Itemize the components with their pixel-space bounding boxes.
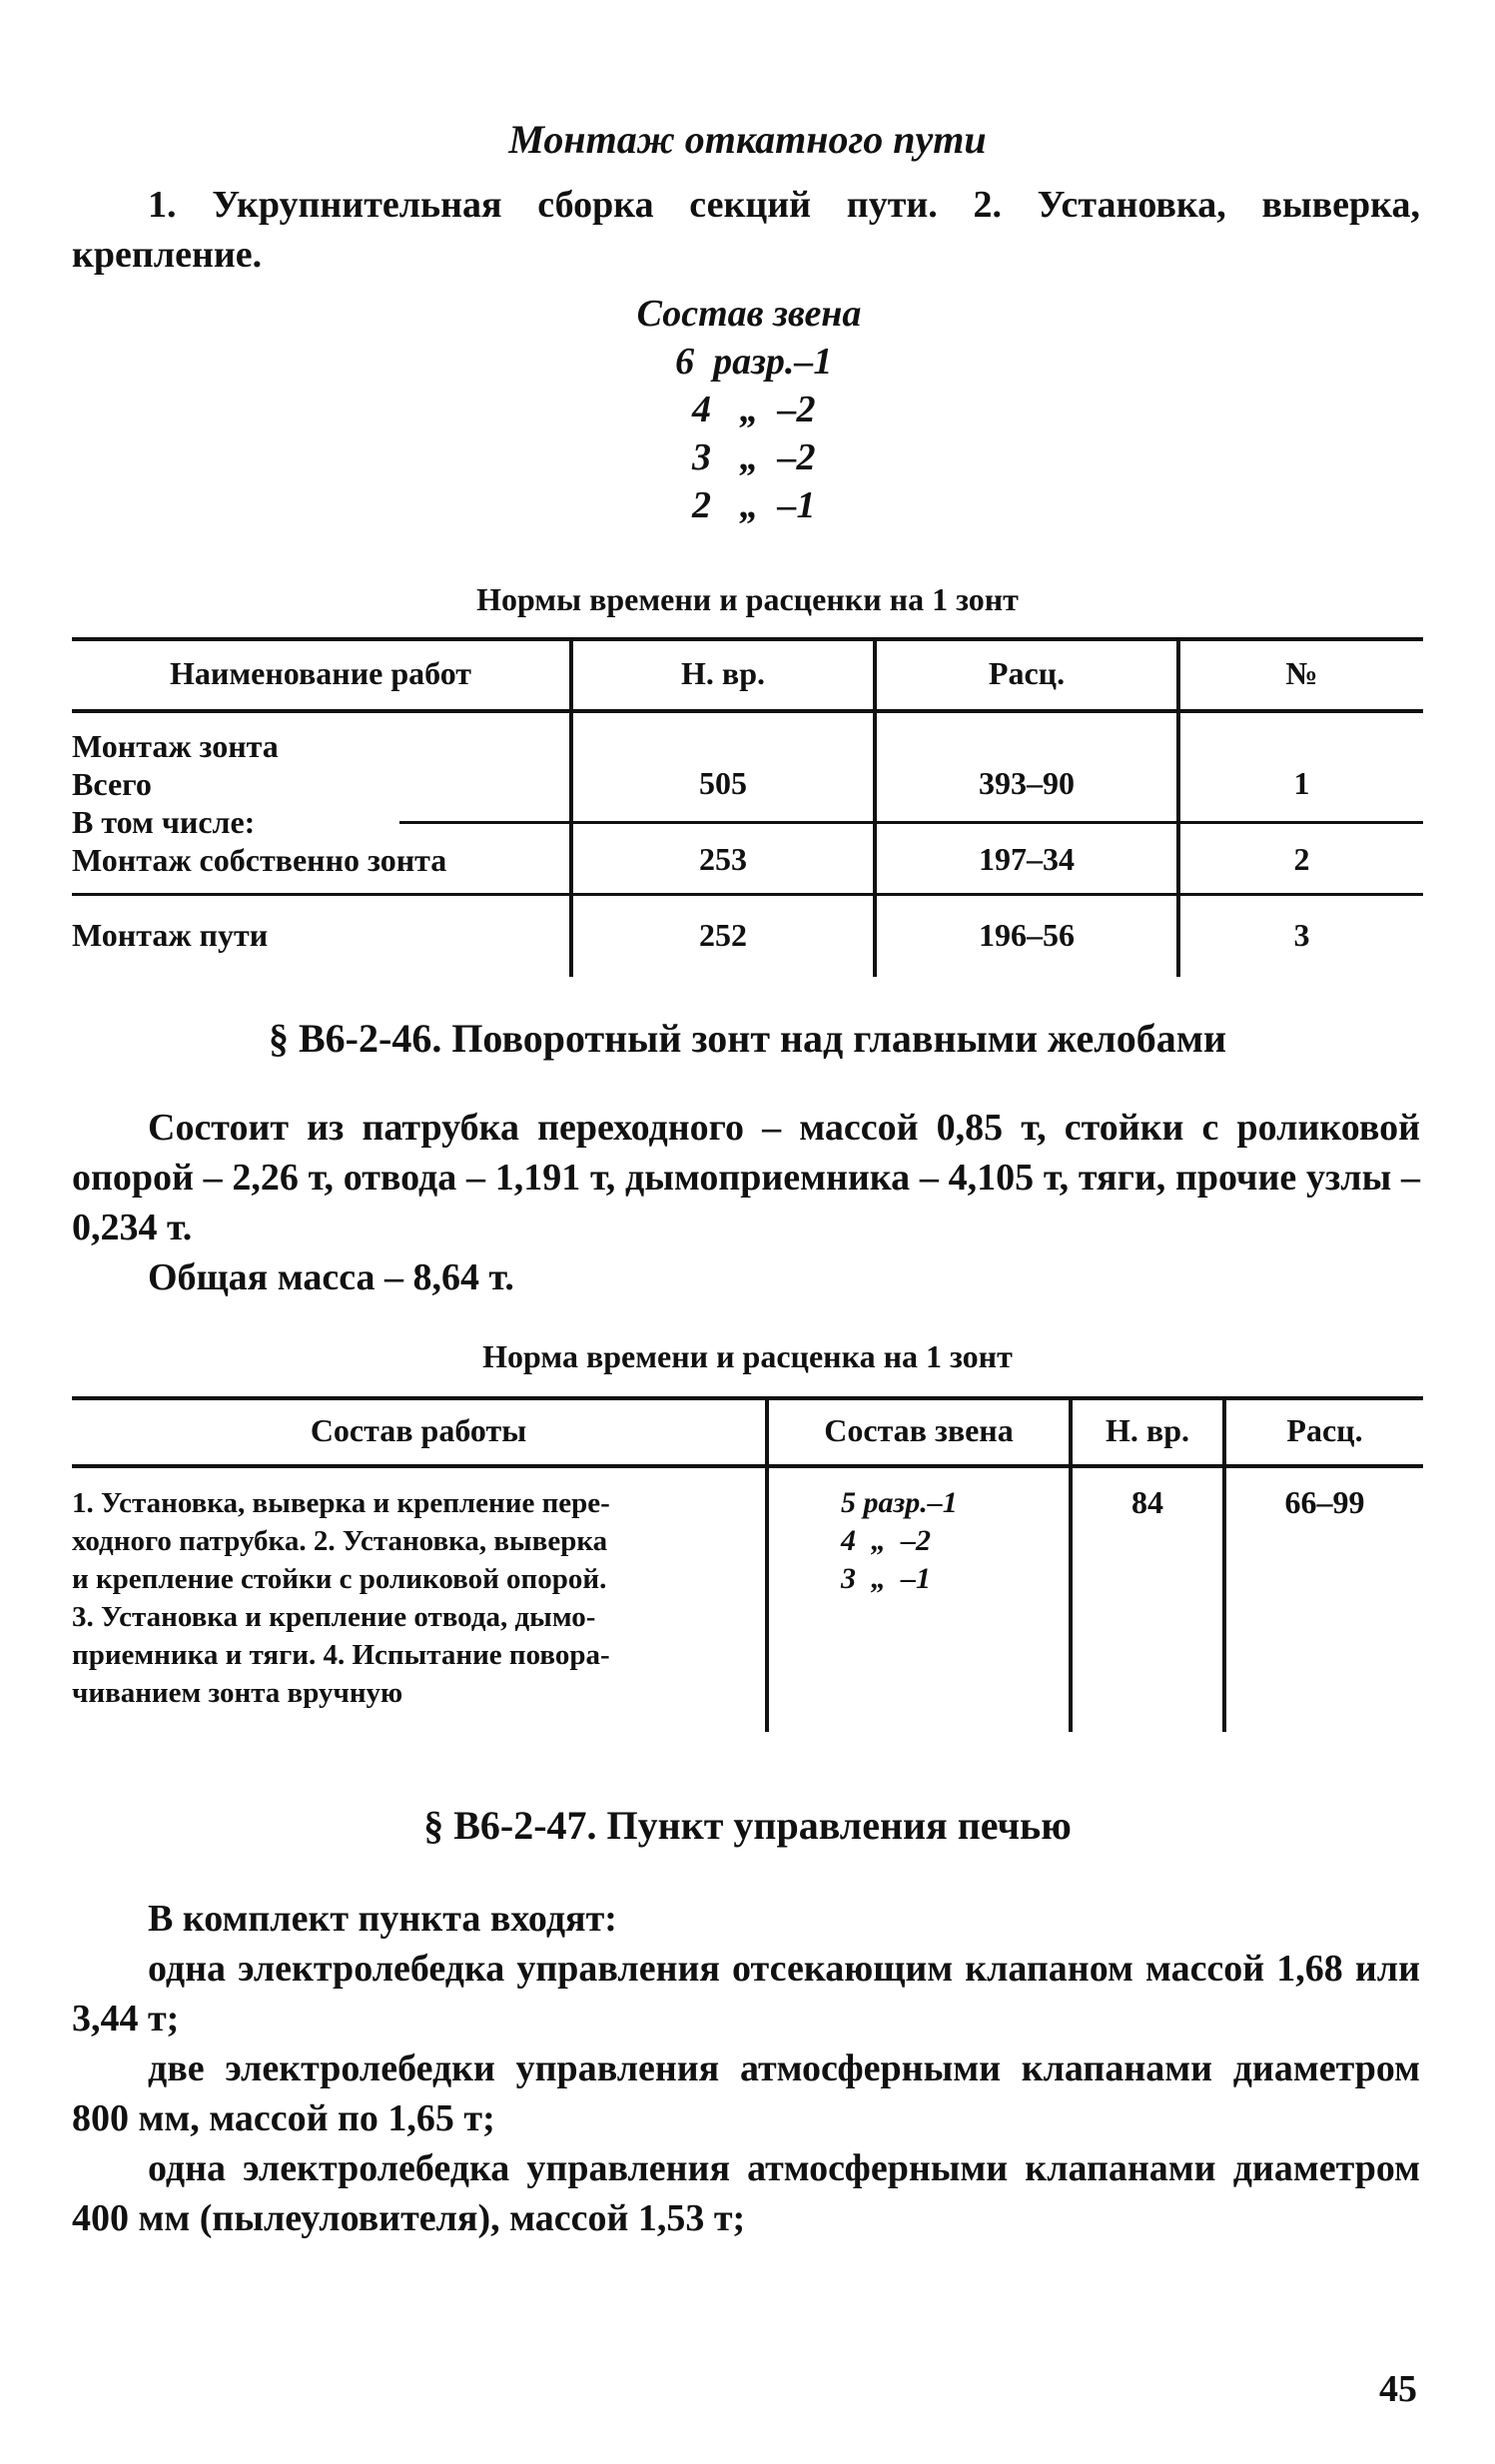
crew-unit: разр. bbox=[863, 1486, 928, 1519]
operations-text bbox=[72, 180, 1420, 280]
work-line: и крепление стойки с роликовой опорой. bbox=[72, 1563, 607, 1595]
section2-para1 bbox=[72, 1103, 1420, 1252]
crew-row bbox=[559, 386, 939, 433]
crew-count: –1 bbox=[777, 484, 816, 526]
table-rule bbox=[399, 821, 1423, 824]
table-rule bbox=[72, 1464, 1423, 1468]
table-cell-norm: 505 bbox=[699, 765, 747, 801]
section2-para1-text: Состоит из патрубка переходного – массой 0,85 т, стойки с роликовой опорой – 2,26 т, отвода – 1,191 т, дымоприемника – 4,105 т, тяги, прочие узлы – 0,234 т. bbox=[72, 1107, 1420, 1248]
crew-row bbox=[841, 1522, 958, 1560]
table-cell-no: 3 bbox=[1293, 917, 1310, 953]
table-cell-rate: 393–90 bbox=[979, 765, 1075, 801]
name-line: Монтаж зонта bbox=[72, 728, 279, 764]
list-item-text: две электролебедки управления атмосферными клапанами диаметром 800 мм, массой по 1,65 т; bbox=[72, 2048, 1420, 2139]
table-rule bbox=[72, 1396, 1423, 1400]
crew-unit: „ bbox=[739, 436, 759, 478]
table-rule bbox=[72, 637, 1423, 641]
crew-row bbox=[841, 1560, 958, 1598]
name-line: В том числе: bbox=[72, 804, 256, 840]
crew-count: –2 bbox=[777, 389, 816, 430]
list-item bbox=[72, 1944, 1420, 2044]
name-line: Всего bbox=[72, 766, 152, 802]
section2-para2 bbox=[72, 1252, 1420, 1302]
table2-caption: Норма времени и расценка на 1 зонт bbox=[482, 1338, 1013, 1374]
crew-composition bbox=[841, 1484, 958, 1598]
table-cell-rate: 197–34 bbox=[979, 841, 1075, 877]
crew-count: –1 bbox=[794, 341, 833, 383]
list-item-text: одна электролебедка управления атмосферными клапанами диаметром 400 мм (пылеуловителя), массой 1,53 т; bbox=[72, 2147, 1420, 2239]
crew-row bbox=[559, 433, 939, 481]
page-number: 45 bbox=[1379, 2368, 1417, 2410]
crew-row bbox=[841, 1484, 958, 1522]
crew-grade: 3 bbox=[692, 436, 711, 478]
section3-title: § В6-2-47. Пункт управления печью bbox=[423, 1803, 1072, 1848]
operations-text-content: 1. Укрупнительная сборка секций пути. 2. Установка, выверка, крепление. bbox=[72, 184, 1420, 276]
crew-count: –2 bbox=[901, 1524, 931, 1557]
norms-table-1 bbox=[72, 637, 1423, 977]
table-cell-norm: 84 bbox=[1131, 1484, 1163, 1520]
norms-table-2 bbox=[72, 1396, 1423, 1736]
table-header: Состав работы bbox=[310, 1412, 527, 1448]
list-item bbox=[72, 2143, 1420, 2243]
crew-grade: 2 bbox=[692, 484, 711, 526]
work-description bbox=[72, 1484, 761, 1712]
crew-grade: 4 bbox=[841, 1524, 856, 1557]
crew-unit: разр. bbox=[713, 341, 795, 383]
crew-block bbox=[559, 290, 939, 529]
crew-row bbox=[559, 481, 939, 529]
work-line: 1. Установка, выверка и крепление пере- bbox=[72, 1487, 610, 1519]
table-header: № bbox=[1285, 655, 1318, 691]
table-cell-name bbox=[72, 727, 446, 879]
section2-title: § В6-2-46. Поворотный зонт над главными желобами bbox=[269, 1016, 1226, 1061]
crew-title: Состав звена bbox=[636, 293, 862, 335]
table-header: Состав звена bbox=[824, 1412, 1014, 1448]
section3-intro-text: В комплект пункта входят: bbox=[148, 1898, 617, 1940]
crew-grade: 4 bbox=[692, 389, 711, 430]
work-line: ходного патрубка. 2. Установка, выверка bbox=[72, 1525, 608, 1557]
table-cell-rate: 196–56 bbox=[979, 917, 1075, 953]
name-line: Монтаж собственно зонта bbox=[72, 842, 447, 878]
section3-intro bbox=[72, 1894, 1420, 1944]
table-cell-norm: 252 bbox=[699, 917, 747, 953]
crew-unit: „ bbox=[871, 1562, 886, 1595]
table-header: Расц. bbox=[988, 655, 1066, 691]
table-header: Наименование работ bbox=[170, 655, 471, 691]
section2-para2-text: Общая масса – 8,64 т. bbox=[148, 1256, 514, 1298]
crew-count: –1 bbox=[901, 1562, 931, 1595]
table-rule bbox=[72, 893, 1423, 896]
work-line: чиванием зонта вручную bbox=[72, 1677, 403, 1709]
table-cell-rate: 66–99 bbox=[1284, 1484, 1365, 1520]
table-header: Н. вр. bbox=[1106, 1412, 1189, 1448]
crew-count: –2 bbox=[777, 436, 816, 478]
work-line: приемника и тяги. 4. Испытание повора- bbox=[72, 1639, 610, 1671]
list-item bbox=[72, 2044, 1420, 2143]
section-title: Монтаж откатного пути bbox=[508, 117, 987, 162]
work-line: 3. Установка и крепление отвода, дымо- bbox=[72, 1601, 596, 1633]
crew-grade: 6 bbox=[675, 341, 695, 383]
table-cell-no: 2 bbox=[1293, 841, 1310, 877]
crew-unit: „ bbox=[739, 389, 759, 430]
crew-count: –1 bbox=[927, 1486, 958, 1519]
table-cell-norm: 253 bbox=[699, 841, 747, 877]
table-rule bbox=[72, 709, 1423, 713]
table1-caption: Нормы времени и расценки на 1 зонт bbox=[476, 581, 1019, 617]
table-header: Н. вр. bbox=[681, 655, 765, 691]
crew-row bbox=[559, 338, 939, 386]
crew-unit: „ bbox=[739, 484, 759, 526]
table-header: Расц. bbox=[1286, 1412, 1363, 1448]
table-cell-name: Монтаж пути bbox=[72, 917, 269, 953]
crew-unit: „ bbox=[871, 1524, 886, 1557]
list-item-text: одна электролебедка управления отсекающим клапаном массой 1,68 или 3,44 т; bbox=[72, 1948, 1420, 2040]
crew-grade: 5 bbox=[841, 1486, 856, 1519]
table-cell-no: 1 bbox=[1293, 765, 1310, 801]
crew-grade: 3 bbox=[841, 1562, 856, 1595]
